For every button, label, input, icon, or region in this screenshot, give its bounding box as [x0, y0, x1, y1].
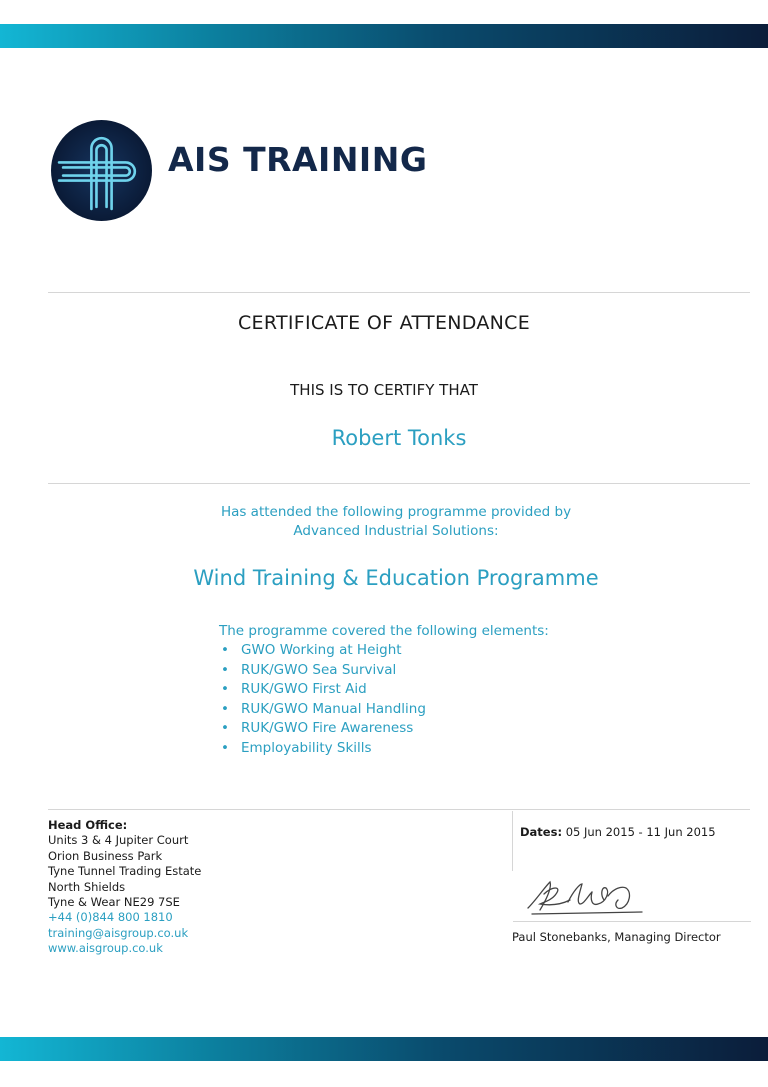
phone-number: +44 (0)844 800 1810 — [48, 910, 173, 925]
bullet-icon: • — [221, 681, 229, 697]
element-label: RUK/GWO Fire Awareness — [241, 720, 414, 736]
element-label: Employability Skills — [241, 739, 372, 756]
element-label: RUK/GWO Sea Survival — [241, 661, 397, 678]
dates-label: Dates: — [520, 825, 563, 839]
certificate-title: CERTIFICATE OF ATTENDANCE — [237, 312, 531, 334]
bullet-icon: • — [221, 739, 229, 756]
email-link[interactable]: training@aisgroup.co.uk — [48, 925, 189, 940]
brand-name: AIS TRAINING — [168, 140, 428, 179]
divider — [48, 809, 750, 810]
address-line: Tyne Tunnel Trading Estate — [48, 864, 202, 879]
head-office-address — [48, 818, 201, 957]
signature — [522, 874, 654, 918]
signature-line — [513, 921, 751, 922]
divider — [48, 292, 750, 293]
list-item — [221, 700, 426, 720]
attendance-dates — [520, 825, 716, 839]
header-band — [0, 24, 768, 48]
certify-line: THIS IS TO CERTIFY THAT — [290, 381, 478, 399]
element-label: RUK/GWO Manual Handling — [241, 700, 426, 717]
list-item — [221, 739, 426, 759]
ais-cross-logo-icon — [51, 120, 152, 221]
dates-value: 05 Jun 2015 - 11 Jun 2015 — [565, 825, 716, 839]
list-item — [221, 661, 426, 681]
list-item — [221, 641, 426, 661]
divider — [48, 483, 750, 484]
attended-statement — [0, 503, 768, 541]
list-item — [221, 680, 426, 700]
website-link[interactable]: www.aisgroup.co.uk — [48, 941, 163, 956]
element-label: GWO Working at Height — [241, 642, 402, 658]
bullet-icon: • — [221, 642, 229, 658]
element-label: RUK/GWO First Aid — [241, 681, 367, 697]
covered-intro: The programme covered the following elements: — [219, 623, 549, 639]
address-line: Tyne & Wear NE29 7SE — [48, 895, 180, 910]
vertical-divider — [512, 811, 513, 871]
head-office-heading: Head Office: — [48, 818, 128, 832]
recipient-name: Robert Tonks — [331, 426, 467, 450]
elements-list — [221, 641, 426, 758]
attended-line-1: Has attended the following programme provided by — [220, 504, 572, 520]
bullet-icon: • — [221, 661, 229, 678]
bullet-icon: • — [221, 700, 229, 717]
footer-band — [0, 1037, 768, 1061]
list-item — [221, 719, 426, 739]
attended-line-2: Advanced Industrial Solutions: — [293, 523, 499, 539]
signatory-name: Paul Stonebanks, Managing Director — [512, 930, 721, 944]
bullet-icon: • — [221, 720, 229, 736]
address-line: North Shields — [48, 879, 126, 894]
address-line: Units 3 & 4 Jupiter Court — [48, 833, 189, 848]
programme-title: Wind Training & Education Programme — [193, 566, 599, 590]
address-line: Orion Business Park — [48, 848, 163, 863]
